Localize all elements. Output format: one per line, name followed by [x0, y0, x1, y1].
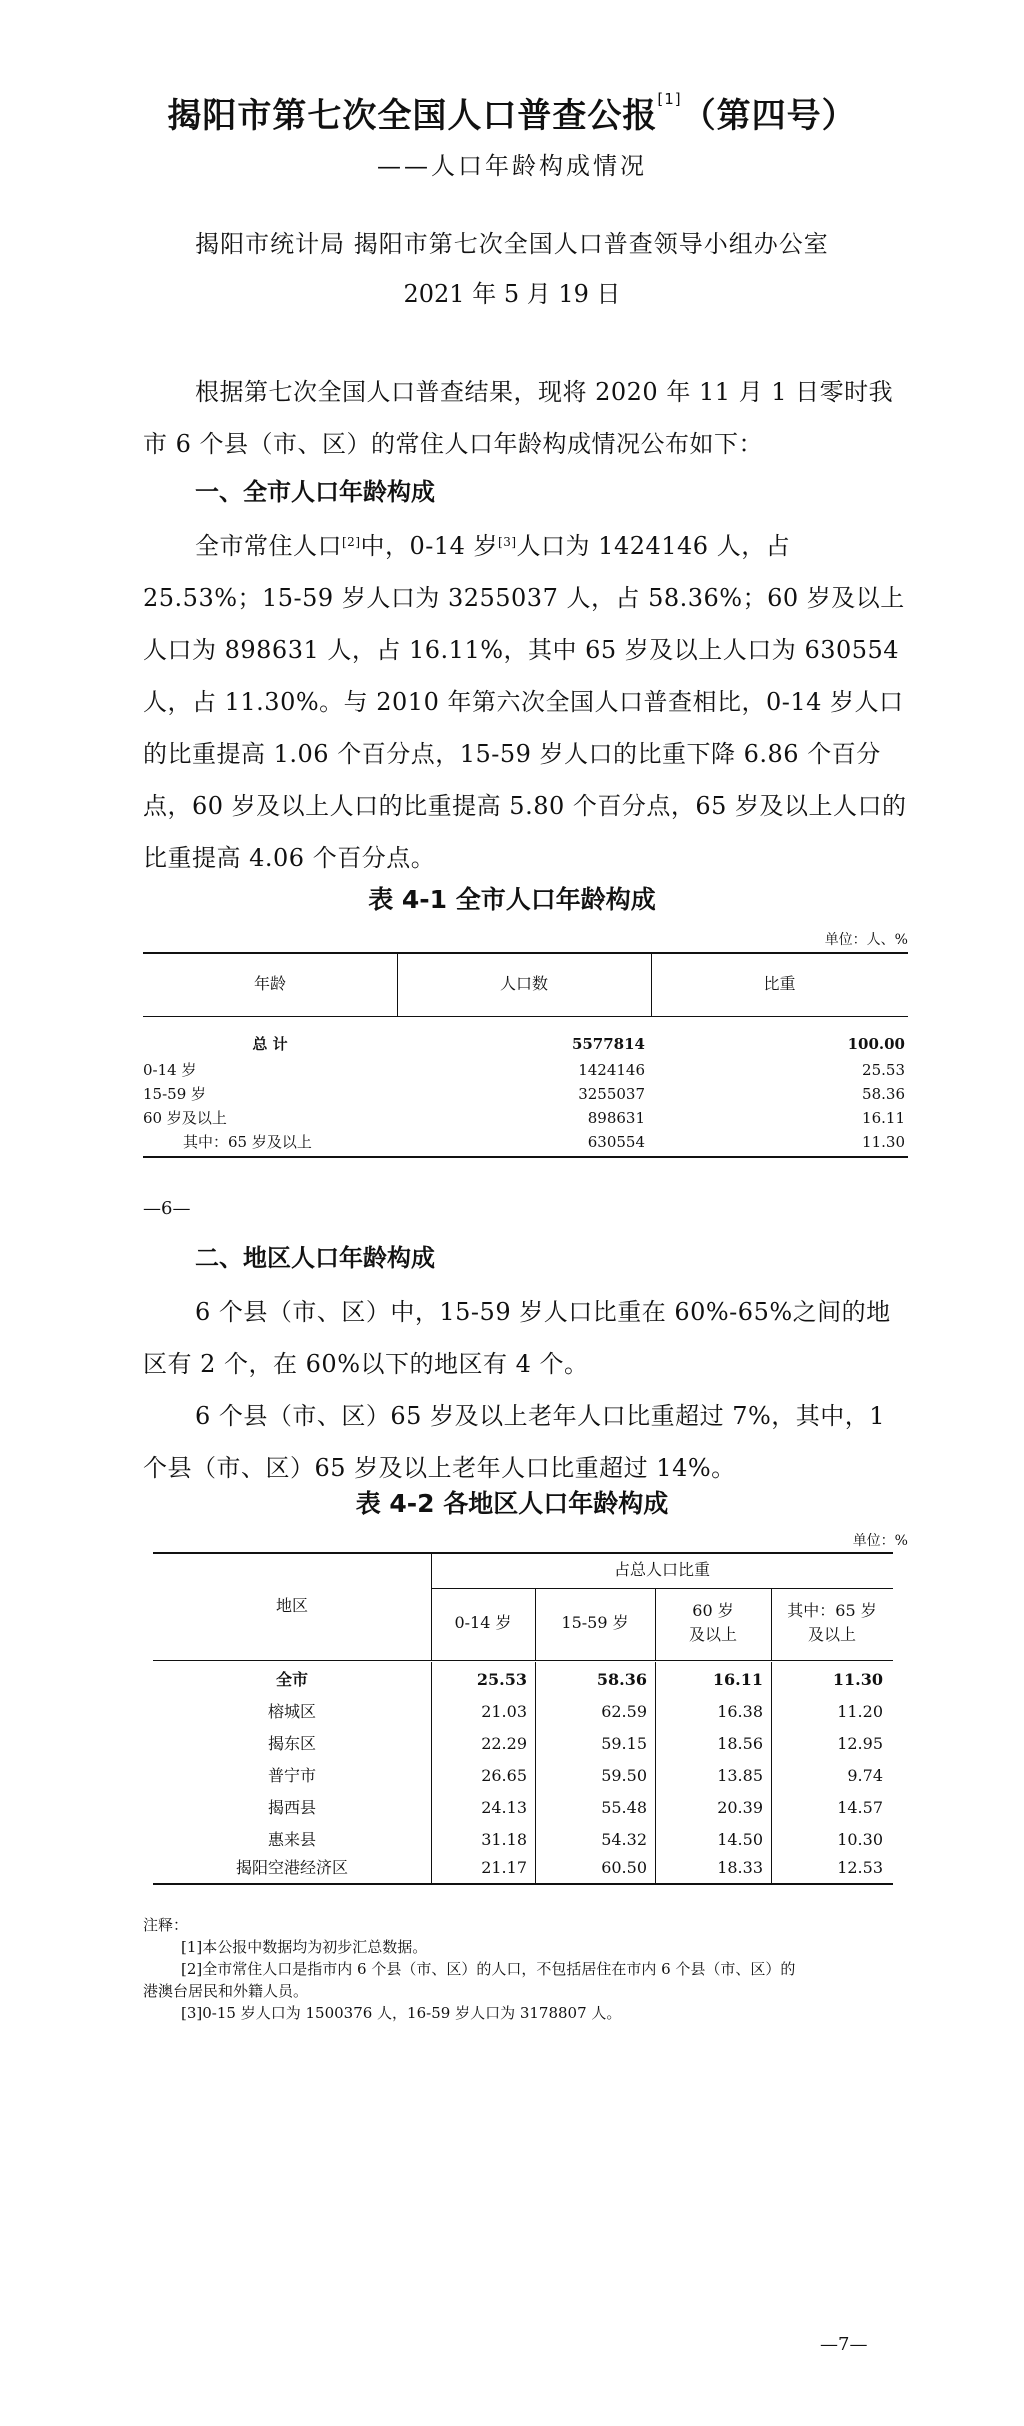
- table1-row-share: 58.36: [862, 1085, 905, 1103]
- section2-text-2: 6 个县（市、区）65 岁及以上老年人口比重超过 7%，其中，1 个县（市、区）65 岁及以上老年人口比重超过 14%。: [143, 1402, 886, 1482]
- table1-row-count: 1424146: [578, 1061, 645, 1079]
- table1-header-count: 人口数: [499, 974, 548, 993]
- note-ref-3: [3]: [498, 535, 517, 549]
- table2-cell-15-59: 58.36: [596, 1670, 647, 1689]
- document-subtitle: ——人口年龄构成情况: [377, 152, 647, 180]
- section2-paragraphs: [143, 1286, 908, 1494]
- table2-cell-15-59: 59.50: [601, 1766, 647, 1785]
- title-main: 揭阳市第七次全国人口普查公报: [167, 96, 658, 136]
- intro-paragraph: [143, 366, 908, 470]
- table2-cell-15-59: 60.50: [601, 1858, 647, 1877]
- table2-cell-60: 16.38: [717, 1702, 763, 1721]
- table2-header-region: 地区: [275, 1596, 308, 1615]
- table2-row-region: 普宁市: [267, 1766, 316, 1785]
- table1-row-label: 总 计: [252, 1035, 288, 1053]
- table2-header-15-59: 15-59 岁: [561, 1613, 629, 1632]
- section1-text: [143, 520, 908, 884]
- table2-cell-65: 11.30: [832, 1670, 883, 1689]
- table2-header-rule: [153, 1660, 893, 1661]
- page-number-6: —6—: [143, 1198, 191, 1219]
- table2-cell-60: 20.39: [717, 1798, 763, 1817]
- intro-text: 根据第七次全国人口普查结果，现将 2020 年 11 月 1 日零时我市 6 个县（市、区）的常住人口年龄构成情况公布如下：: [143, 378, 894, 458]
- table2-header-group: 占总人口比重: [613, 1560, 710, 1579]
- table2-header-65-line1: 其中：65 岁: [787, 1601, 877, 1620]
- table2-cell-0-14: 25.53: [476, 1670, 527, 1689]
- issuer-line: 揭阳市统计局 揭阳市第七次全国人口普查领导小组办公室: [195, 230, 829, 258]
- table1-row-share: 11.30: [862, 1133, 905, 1151]
- table2-cell-0-14: 31.18: [481, 1830, 527, 1849]
- table2-cell-60: 16.11: [712, 1670, 763, 1689]
- table1-row-label: 15-59 岁: [143, 1085, 207, 1103]
- table1-row-count: 630554: [587, 1133, 645, 1151]
- table2-row-region: 揭阳空港经济区: [235, 1858, 348, 1877]
- table2-cell-15-59: 59.15: [601, 1734, 647, 1753]
- table1-row-share: 100.00: [847, 1035, 905, 1053]
- page-number-7: —7—: [820, 2334, 868, 2355]
- note-1: [1]本公报中数据均为初步汇总数据。: [181, 1938, 428, 1956]
- table2-header-60-line1: 60 岁: [692, 1601, 734, 1620]
- table2-cell-0-14: 24.13: [481, 1798, 527, 1817]
- note-ref-2: [2]: [342, 535, 361, 549]
- table2-cell-15-59: 55.48: [601, 1798, 647, 1817]
- table2-row-region: 全市: [275, 1670, 308, 1689]
- table2-cell-65: 10.30: [837, 1830, 883, 1849]
- section1-text-c: 人口为 1424146 人，占 25.53%；15-59 岁人口为 3255037 人，占 58.36%；60 岁及以上人口为 898631 人，占 16.11%，其中 65 岁及以上人口为 630554 人，占 11.30%。与 2010 年第六次全国人口普查相比，0-14 岁人口的比重提高 1.06 个百分点，15-59 岁人口的比重下降 6.86 个百分点，60 岁及以上人口的比重提高 5.80 个百分点，65 岁及以上人口的比重提高 4.06 个百分点。: [143, 532, 907, 872]
- table1-row-label: 0-14 岁: [143, 1061, 197, 1079]
- table1-bottom-rule: [143, 1156, 908, 1158]
- table2-cell-65: 12.53: [837, 1858, 883, 1877]
- table1-row-share: 16.11: [862, 1109, 905, 1127]
- table1-header-share: 比重: [763, 974, 796, 993]
- section2-text-1: 6 个县（市、区）中，15-59 岁人口比重在 60%-65%之间的地区有 2 个，在 60%以下的地区有 4 个。: [143, 1298, 891, 1378]
- table2-cell-65: 11.20: [837, 1702, 883, 1721]
- table2-cell-0-14: 21.17: [481, 1858, 527, 1877]
- note-2-line1: [2]全市常住人口是指市内 6 个县（市、区）的人口，不包括居住在市内 6 个县（市、区）的: [181, 1960, 796, 1978]
- note-3: [3]0-15 岁人口为 1500376 人，16-59 岁人口为 3178807 人。: [181, 2004, 622, 2022]
- table2-cell-60: 18.33: [717, 1858, 763, 1877]
- table2-row-region: 榕城区: [267, 1702, 316, 1721]
- table1-row-label: 其中：65 岁及以上: [183, 1133, 312, 1151]
- section1-text-b: 中，0-14 岁: [360, 532, 499, 560]
- table2-top-rule: [153, 1552, 893, 1554]
- document-title: [0, 88, 1024, 137]
- table2-cell-60: 13.85: [717, 1766, 763, 1785]
- table2-group-rule: [431, 1588, 893, 1589]
- title-note-ref: [1]: [657, 90, 682, 108]
- table2-unit: 单位：%: [852, 1533, 908, 1549]
- table1-header-rule: [143, 1016, 908, 1017]
- table2-cell-0-14: 21.03: [481, 1702, 527, 1721]
- notes-label: 注释：: [143, 1916, 189, 1934]
- table2-cell-15-59: 62.59: [601, 1702, 647, 1721]
- table1-row-count: 898631: [587, 1109, 645, 1127]
- table2-header-65-line2: 及以上: [807, 1625, 856, 1644]
- table1-row-share: 25.53: [862, 1061, 905, 1079]
- table2-row-region: 揭东区: [267, 1734, 316, 1753]
- table2-row-region: 揭西县: [267, 1798, 316, 1817]
- table1-title: 表 4-1 全市人口年龄构成: [368, 885, 656, 914]
- title-issue: （第四号）: [681, 96, 857, 136]
- note-2-line2: 港澳台居民和外籍人员。: [143, 1982, 309, 2000]
- table2-cell-0-14: 26.65: [481, 1766, 527, 1785]
- table1-unit: 单位：人、%: [824, 932, 908, 948]
- table2-cell-60: 14.50: [717, 1830, 763, 1849]
- publish-date: 2021 年 5 月 19 日: [403, 280, 621, 308]
- table2-header-60-line2: 及以上: [688, 1625, 737, 1644]
- table2-header-0-14: 0-14 岁: [454, 1613, 512, 1632]
- table2-cell-65: 12.95: [837, 1734, 883, 1753]
- table2-title: 表 4-2 各地区人口年龄构成: [355, 1489, 669, 1518]
- table1-row-count: 5577814: [571, 1035, 645, 1053]
- table2-cell-65: 14.57: [837, 1798, 883, 1817]
- table1-row-label: 60 岁及以上: [143, 1109, 227, 1127]
- table2-cell-60: 18.56: [717, 1734, 763, 1753]
- section2-heading: 二、地区人口年龄构成: [195, 1244, 435, 1272]
- section1-heading: 一、全市人口年龄构成: [195, 478, 435, 506]
- table2-cell-15-59: 54.32: [601, 1830, 647, 1849]
- table2-row-region: 惠来县: [267, 1830, 316, 1849]
- table2-cell-0-14: 22.29: [481, 1734, 527, 1753]
- section1-text-a: 全市常住人口: [195, 532, 342, 560]
- table2-cell-65: 9.74: [847, 1766, 883, 1785]
- section1-paragraph: [143, 520, 908, 884]
- table1-row-count: 3255037: [578, 1085, 645, 1103]
- table1-header-age: 年龄: [253, 974, 286, 993]
- footnotes: [143, 1914, 908, 2024]
